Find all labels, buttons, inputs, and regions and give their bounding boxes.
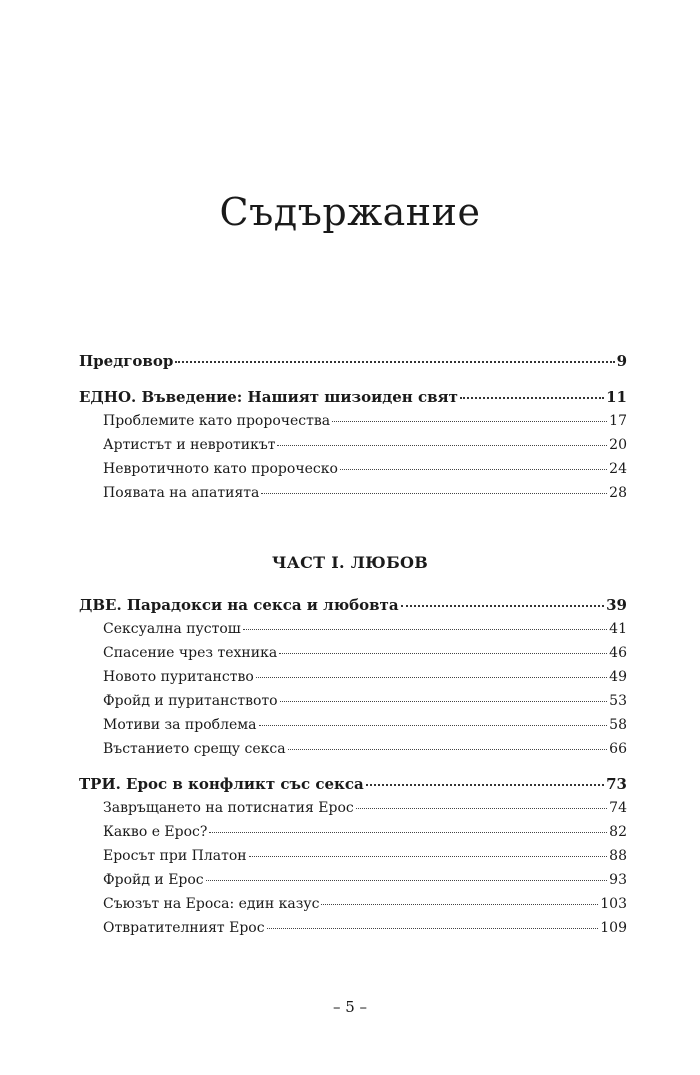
toc-entry-label: Предговор xyxy=(79,352,174,370)
toc-page-number: 39 xyxy=(606,596,627,614)
toc-page-number: 66 xyxy=(609,741,627,757)
dot-leader xyxy=(279,652,607,654)
toc-subentry xyxy=(103,714,627,736)
toc-entry-label: Проблемите като пророчества xyxy=(103,413,331,429)
page-number-footer: – 5 – xyxy=(332,998,368,1016)
toc-page-number: 46 xyxy=(609,645,627,661)
toc-chapter-two xyxy=(79,594,627,616)
toc-page-number: 109 xyxy=(600,920,627,936)
dot-leader xyxy=(277,444,607,446)
dot-leader xyxy=(259,724,608,726)
toc-subentry xyxy=(103,482,627,504)
toc-entry-label: ТРИ. Ерос в конфликт със секса xyxy=(79,775,364,793)
toc-subentry xyxy=(103,410,627,432)
toc-page-number: 103 xyxy=(600,896,627,912)
toc-subentry xyxy=(103,666,627,688)
toc-entry-label: Какво е Ерос? xyxy=(103,824,208,840)
toc-page-number: 74 xyxy=(609,800,627,816)
toc-entry-label: Въстанието срещу секса xyxy=(103,741,286,757)
toc-entry-label: Новото пуританство xyxy=(103,669,254,685)
dot-leader xyxy=(209,831,607,833)
dot-leader xyxy=(288,748,608,750)
toc-subentry xyxy=(103,642,627,664)
dot-leader xyxy=(340,468,607,470)
dot-leader xyxy=(243,628,607,630)
dot-leader xyxy=(460,396,604,399)
toc-entry-preface xyxy=(79,350,627,372)
toc-entry-label: Мотиви за проблема xyxy=(103,717,257,733)
dot-leader xyxy=(249,855,608,857)
toc-subentry xyxy=(103,869,627,891)
toc-entry-label: Фройд и пуританството xyxy=(103,693,278,709)
toc-page-number: 17 xyxy=(609,413,627,429)
toc-page-number: 93 xyxy=(609,872,627,888)
toc-subentry xyxy=(103,893,627,915)
part-heading: ЧАСТ I. ЛЮБОВ xyxy=(271,553,429,572)
toc-page-number: 88 xyxy=(609,848,627,864)
toc-entry-label: Завръщането на потиснатия Ерос xyxy=(103,800,354,816)
toc-subentry xyxy=(103,458,627,480)
dot-leader xyxy=(280,700,608,702)
toc-page-number: 20 xyxy=(609,437,627,453)
toc-entry-label: Артистът и невротикът xyxy=(103,437,276,453)
toc-page-number: 58 xyxy=(609,717,627,733)
dot-leader xyxy=(175,360,614,363)
toc-subentry xyxy=(103,690,627,712)
dot-leader xyxy=(267,927,599,929)
toc-page-number: 28 xyxy=(609,485,627,501)
dot-leader xyxy=(356,807,607,809)
toc-page-number: 11 xyxy=(606,388,627,406)
toc-entry-label: Отвратителният Ерос xyxy=(103,920,265,936)
toc-chapter-one xyxy=(79,386,627,408)
dot-leader xyxy=(366,783,604,786)
toc-entry-label: ДВЕ. Парадокси на секса и любовта xyxy=(79,596,399,614)
dot-leader xyxy=(256,676,607,678)
toc-subentry xyxy=(103,738,627,760)
toc-subentry xyxy=(103,618,627,640)
toc-entry-label: Невротичното като пророческо xyxy=(103,461,338,477)
dot-leader xyxy=(321,903,598,905)
toc-subentry xyxy=(103,917,627,939)
toc-chapter-three xyxy=(79,773,627,795)
dot-leader xyxy=(401,604,605,607)
toc-entry-label: Еросът при Платон xyxy=(103,848,247,864)
toc-entry-label: ЕДНО. Въведение: Нашият шизоиден свят xyxy=(79,388,458,406)
dot-leader xyxy=(332,420,607,422)
toc-entry-label: Появата на апатията xyxy=(103,485,260,501)
toc-page-number: 9 xyxy=(616,352,627,370)
toc-page-number: 53 xyxy=(609,693,627,709)
toc-subentry xyxy=(103,434,627,456)
toc-entry-label: Сексуална пустош xyxy=(103,621,241,637)
toc-entry-label: Съюзът на Ероса: един казус xyxy=(103,896,320,912)
dot-leader xyxy=(261,492,607,494)
toc-entry-label: Спасение чрез техника xyxy=(103,645,278,661)
toc-page-number: 49 xyxy=(609,669,627,685)
page-title: Съдържание xyxy=(219,190,481,234)
toc-page-number: 73 xyxy=(606,775,627,793)
toc-page-number: 24 xyxy=(609,461,627,477)
toc-subentry xyxy=(103,845,627,867)
dot-leader xyxy=(206,879,608,881)
toc-subentry xyxy=(103,797,627,819)
toc-entry-label: Фройд и Ерос xyxy=(103,872,204,888)
toc-page-number: 82 xyxy=(609,824,627,840)
toc-page-number: 41 xyxy=(609,621,627,637)
toc-subentry xyxy=(103,821,627,843)
